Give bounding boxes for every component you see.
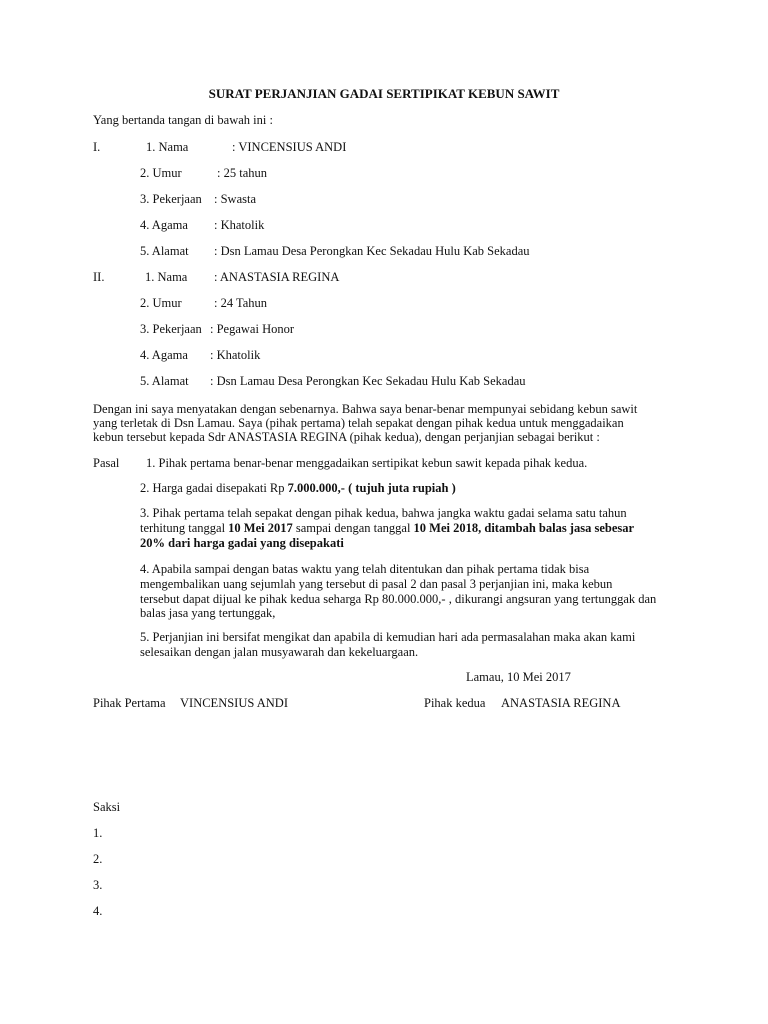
party1-address-value: : Dsn Lamau Desa Perongkan Kec Sekadau Hulu Kab Sekadau [214, 244, 530, 258]
party2-address-value: : Dsn Lamau Desa Perongkan Kec Sekadau Hulu Kab Sekadau [210, 374, 526, 388]
pasal-2-amount: 7.000.000,- ( tujuh juta rupiah ) [287, 481, 456, 495]
party1-religion-label: 4. Agama [140, 218, 188, 232]
party2-address-label: 5. Alamat [140, 374, 189, 388]
party1-address-label: 5. Alamat [140, 244, 189, 258]
statement-line: kebun tersebut kepada Sdr ANASTASIA REGINA (pihak kedua), dengan perjanjian sebagai berikut : [93, 430, 600, 444]
party2-age-label: 2. Umur [140, 296, 182, 310]
party2-religion-value: : Khatolik [210, 348, 261, 362]
witness-line: 3. [93, 878, 103, 892]
party1-age-label: 2. Umur [140, 166, 182, 180]
party1-age-value: : 25 tahun [217, 166, 267, 180]
pasal-3-text: terhitung tanggal [140, 521, 229, 535]
pasal-4-line: balas jasa yang tertunggak, [140, 606, 276, 620]
pasal-4-line: mengembalikan uang sejumlah yang tersebut di pasal 2 dan pasal 3 perjanjian ini, maka kebun [140, 577, 613, 591]
document-title: SURAT PERJANJIAN GADAI SERTIPIKAT KEBUN SAWIT [208, 86, 560, 101]
statement-line: yang terletak di Dsn Lamau. Saya (pihak pertama) telah sepakat dengan pihak kedua untuk menggadaikan [93, 416, 624, 430]
pasal-5-line: selesaikan dengan jalan musyawarah dan kekeluargaan. [140, 645, 419, 659]
signature-left-name: VINCENSIUS ANDI [180, 696, 288, 710]
pasal-4-line: tersebut dapat dijual ke pihak kedua seharga Rp 80.000.000,- , dikurangi angsuran yang tertunggak dan [140, 592, 657, 606]
party1-religion-value: : Khatolik [214, 218, 265, 232]
pasal-3-end-date: 10 Mei 2018, ditambah balas jasa sebesar [413, 521, 635, 535]
witness-line: 1. [93, 826, 103, 840]
pasal-3-start-date: 10 Mei 2017 [228, 521, 293, 535]
signature-right-label: Pihak kedua [424, 696, 486, 710]
party1-job-value: : Swasta [214, 192, 257, 206]
pasal-4-line: 4. Apabila sampai dengan batas waktu yang telah ditentukan dan pihak pertama tidak bisa [140, 562, 590, 576]
party2-numeral: II. [93, 270, 105, 284]
pasal-2-text: 2. Harga gadai disepakati Rp [140, 481, 288, 495]
signature-left-label: Pihak Pertama [93, 696, 166, 710]
party1-numeral: I. [93, 140, 101, 154]
witness-line: 2. [93, 852, 103, 866]
pasal-2 [140, 481, 456, 496]
party2-job-value: : Pegawai Honor [210, 322, 295, 336]
party1-name-value: : VINCENSIUS ANDI [232, 140, 347, 154]
party2-age-value: : 24 Tahun [214, 296, 268, 310]
party2-religion-label: 4. Agama [140, 348, 188, 362]
witness-line: 4. [93, 904, 103, 918]
party2-job-label: 3. Pekerjaan [140, 322, 202, 336]
pasal-3-percent: 20% dari harga gadai yang disepakati [140, 536, 344, 550]
statement-line: Dengan ini saya menyatakan dengan sebenarnya. Bahwa saya benar-benar mempunyai sebidang kebun sawit [93, 402, 638, 416]
pasal-5-line: 5. Perjanjian ini bersifat mengikat dan apabila di kemudian hari ada permasalahan maka akan kami [140, 630, 636, 644]
pasal-3-line: 3. Pihak pertama telah sepakat dengan pihak kedua, bahwa jangka waktu gadai selama satu tahun [140, 506, 627, 520]
intro-text: Yang bertanda tangan di bawah ini : [93, 113, 273, 127]
signature-right-name: ANASTASIA REGINA [501, 696, 621, 710]
pasal-3-line [140, 521, 634, 536]
party1-job-label: 3. Pekerjaan [140, 192, 202, 206]
pasal-1: 1. Pihak pertama benar-benar menggadaikan sertipikat kebun sawit kepada pihak kedua. [146, 456, 588, 470]
party2-name-label: 1. Nama [145, 270, 188, 284]
pasal-3-line [140, 536, 344, 551]
witness-label: Saksi [93, 800, 121, 814]
party1-name-label: 1. Nama [146, 140, 189, 154]
pasal-3-text: sampai dengan tanggal [292, 521, 414, 535]
party2-name-value: : ANASTASIA REGINA [214, 270, 340, 284]
pasal-label: Pasal [93, 456, 120, 470]
place-date: Lamau, 10 Mei 2017 [466, 670, 571, 684]
